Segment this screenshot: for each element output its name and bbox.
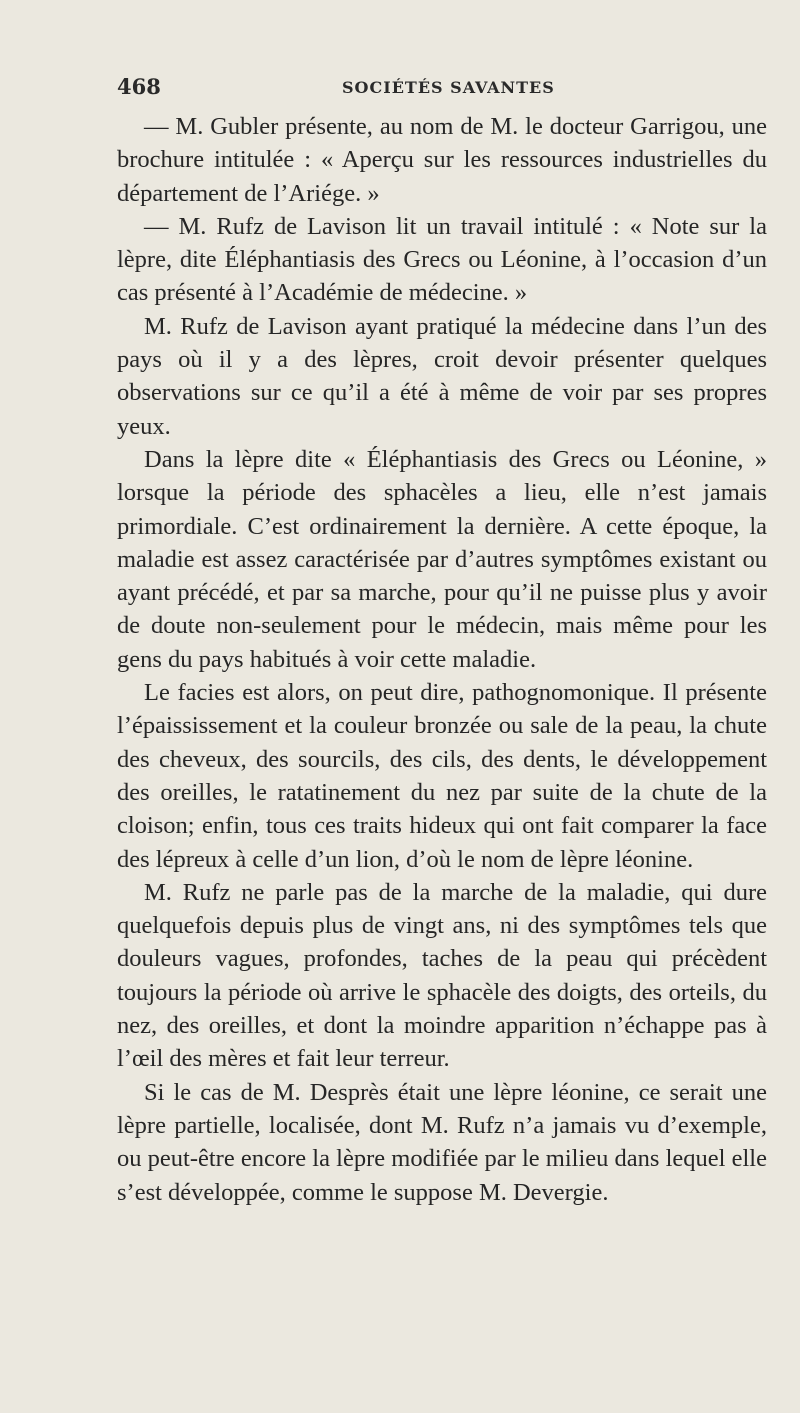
paragraph-lepre-leonine: Dans la lèpre dite « Éléphantiasis des Grecs ou Léonine, » lorsque la période des sphacèles a lieu, elle n’est jamais primordiale. C’est ordinairement la dernière. A cette époque, la maladie est assez caractérisée par d’autres symptômes existant ou ayant précédé, et par sa marche, pour qu’il ne puisse plus y avoir de doute non-seulement pour le médecin, mais même pour les gens du pays habitués à voir cette maladie. bbox=[117, 445, 767, 673]
page-header bbox=[117, 74, 767, 102]
running-head: SOCIÉTÉS SAVANTES bbox=[342, 78, 555, 97]
paragraph-gubler: — M. Gubler présente, au nom de M. le docteur Garrigou, une brochure intitulée : « Aperçu sur les ressources industrielles du département de l’Ariége. » bbox=[117, 113, 767, 207]
page-number: 468 bbox=[117, 74, 161, 99]
page-body bbox=[117, 110, 767, 1209]
paragraph-rufz-observations: M. Rufz de Lavison ayant pratiqué la médecine dans l’un des pays où il y a des lèpres, croit devoir présenter quelques observations sur ce qu’il a été à même de voir par ses propres yeux. bbox=[117, 312, 767, 440]
paragraph-cas-despres: Si le cas de M. Desprès était une lèpre léonine, ce serait une lèpre partielle, localisée, dont M. Rufz n’a jamais vu d’exemple, ou peut-être encore la lèpre modifiée par le milieu dans lequel elle s’est développée, comme le suppose M. Devergie. bbox=[117, 1078, 767, 1206]
paragraph-marche-maladie: M. Rufz ne parle pas de la marche de la maladie, qui dure quelquefois depuis plus de vingt ans, ni des symptômes tels que douleurs vagues, profondes, taches de la peau qui précèdent toujours la période où arrive le sphacèle des doigts, des orteils, du nez, des oreilles, et dont la moindre apparition n’échappe pas à l’œil des mères et fait leur terreur. bbox=[117, 878, 767, 1073]
paragraph-facies: Le facies est alors, on peut dire, pathognomonique. Il présente l’épaississement et la couleur bronzée ou sale de la peau, la chute des cheveux, des sourcils, des cils, des dents, le développement des oreilles, le ratatinement du nez par suite de la chute de la cloison; enfin, tous ces traits hideux qui ont fait comparer la face des lépreux à celle d’un lion, d’où le nom de lèpre léonine. bbox=[117, 679, 767, 873]
paragraph-rufz-note: — M. Rufz de Lavison lit un travail intitulé : « Note sur la lèpre, dite Éléphantiasis des Grecs ou Léonine, à l’occasion d’un cas présenté à l’Académie de médecine. » bbox=[117, 212, 767, 307]
